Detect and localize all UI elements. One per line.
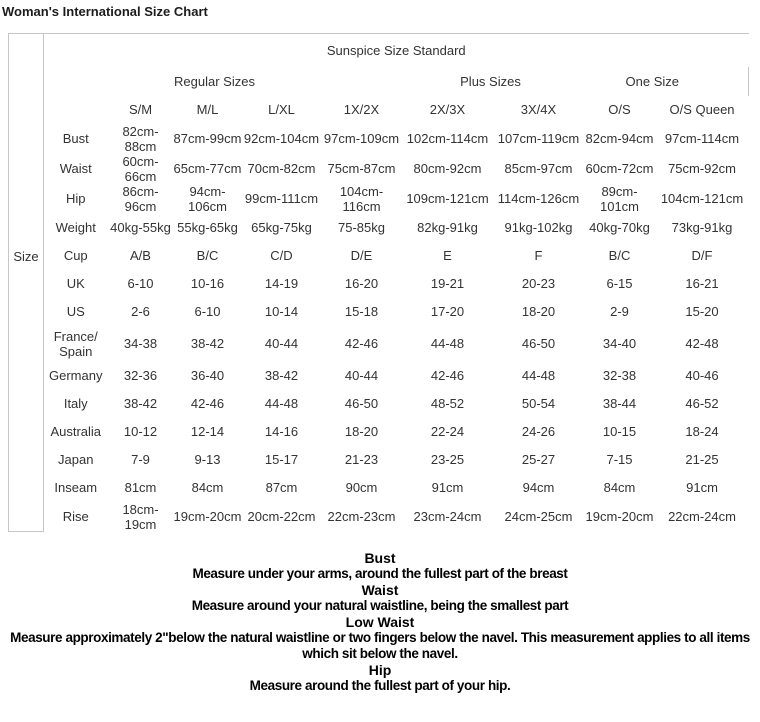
size-value-cell: 75cm-87cm: [327, 161, 396, 176]
size-value-cell: 18-24: [685, 424, 719, 439]
size-value-cell: 114cm-126cm: [497, 191, 580, 206]
measure-heading: Bust: [364, 550, 396, 566]
table-row: [9, 326, 749, 362]
size-value-cell: 82kg-91kg: [417, 220, 478, 235]
size-value-cell: F: [534, 248, 543, 263]
size-value-cell: 34-38: [123, 336, 158, 351]
size-value-cell: 42-48: [685, 336, 719, 351]
size-value-cell: 46-50: [344, 396, 379, 411]
size-value-cell: 104cm-121cm: [660, 191, 744, 206]
table-row: [9, 502, 749, 532]
size-value-cell: B/C: [608, 248, 631, 263]
size-value-cell: 18-20: [521, 304, 556, 319]
group-one-size: One Size: [584, 67, 749, 96]
table-row: [9, 446, 749, 474]
size-value-cell: 38-42: [264, 368, 299, 383]
size-value-cell: 44-48: [521, 368, 556, 383]
size-value-cell: 19cm-20cm: [585, 509, 654, 524]
table-row: [9, 242, 749, 270]
size-value-cell: 32-36: [123, 368, 158, 383]
size-value-cell: 84cm: [603, 480, 636, 495]
size-value-cell: 89cm-101cm: [599, 183, 640, 214]
standard-header-cell: Sunspice Size Standard: [326, 42, 466, 58]
size-value-cell: 7-9: [131, 452, 150, 467]
size-value-cell: 40kg-55kg: [110, 220, 171, 235]
size-value-cell: 36-40: [190, 368, 225, 383]
size-value-cell: 24cm-25cm: [504, 509, 573, 524]
size-value-cell: 19cm-20cm: [173, 509, 242, 524]
size-value-cell: 90cm: [345, 480, 378, 495]
size-chart-table: [8, 33, 749, 532]
column-header: S/M: [128, 102, 153, 117]
size-value-cell: 97cm-114cm: [664, 131, 740, 146]
size-value-cell: 87cm-99cm: [173, 131, 242, 146]
table-row: [9, 124, 749, 154]
size-value-cell: 40kg-70kg: [589, 220, 650, 235]
row-label-cell: Japan: [58, 452, 94, 467]
size-value-cell: A/B: [130, 248, 151, 263]
size-value-cell: 20-23: [521, 276, 556, 291]
size-value-cell: 48-52: [430, 396, 465, 411]
size-value-cell: 6-10: [194, 304, 221, 319]
size-value-cell: 6-15: [606, 276, 633, 291]
size-value-cell: 42-46: [430, 368, 465, 383]
row-label-cell: Weight: [55, 220, 96, 235]
size-value-cell: D/E: [350, 248, 373, 263]
size-value-cell: 19-21: [430, 276, 465, 291]
table-row: [9, 184, 749, 214]
size-value-cell: 15-18: [344, 304, 379, 319]
measure-description-line: Measure approximately 2"below the natural waistline or two fingers below the navel. This measurement applies to all items: [10, 630, 750, 645]
size-value-cell: 16-20: [344, 276, 379, 291]
row-label-cell: Cup: [63, 248, 88, 263]
size-value-cell: B/C: [196, 248, 219, 263]
size-value-cell: 94cm-106cm: [187, 183, 228, 214]
row-label-cell: Rise: [62, 509, 89, 524]
size-value-cell: 14-19: [264, 276, 299, 291]
size-value-cell: 91cm: [686, 480, 718, 495]
size-value-cell: 73kg-91kg: [671, 220, 733, 235]
row-label-cell: Waist: [59, 161, 92, 176]
size-value-cell: 38-42: [190, 336, 225, 351]
row-label-cell: Hip: [65, 191, 86, 206]
size-value-cell: 92cm-104cm: [243, 131, 320, 146]
size-value-cell: 15-20: [685, 304, 719, 319]
size-value-cell: 20cm-22cm: [247, 509, 316, 524]
table-row: [9, 362, 749, 390]
size-value-cell: 10-16: [190, 276, 225, 291]
group-regular-sizes: Regular Sizes: [174, 73, 255, 89]
colhead-spacer-cell: [44, 96, 108, 124]
size-value-cell: 15-17: [264, 452, 299, 467]
table-row: [9, 418, 749, 446]
size-value-cell: 22cm-23cm: [327, 509, 396, 524]
size-value-cell: 44-48: [264, 396, 299, 411]
size-value-cell: 40-44: [344, 368, 379, 383]
size-value-cell: 44-48: [430, 336, 465, 351]
table-row: [9, 270, 749, 298]
size-value-cell: 38-42: [123, 396, 158, 411]
size-value-cell: 38-44: [602, 396, 637, 411]
table-row: [9, 390, 749, 418]
size-value-cell: 60cm-72cm: [585, 161, 654, 176]
size-value-cell: 2-6: [131, 304, 150, 319]
size-value-cell: 22cm-24cm: [668, 509, 736, 524]
size-value-cell: 17-20: [430, 304, 465, 319]
row-label-cell: Inseam: [54, 480, 98, 495]
size-value-cell: 18cm-19cm: [122, 501, 159, 532]
size-value-cell: 70cm-82cm: [247, 161, 316, 176]
size-value-cell: 82cm-88cm: [122, 123, 159, 154]
size-value-cell: 91kg-102kg: [504, 220, 573, 235]
size-value-cell: 65cm-77cm: [173, 161, 242, 176]
size-value-cell: 21-23: [344, 452, 379, 467]
size-value-cell: 102cm-114cm: [406, 131, 489, 146]
size-value-cell: 9-13: [194, 452, 221, 467]
size-value-cell: 50-54: [521, 396, 556, 411]
size-value-cell: 46-50: [521, 336, 556, 351]
size-value-cell: D/F: [691, 248, 713, 263]
size-value-cell: 85cm-97cm: [504, 161, 573, 176]
size-value-cell: 32-38: [602, 368, 637, 383]
column-header: O/S Queen: [669, 102, 735, 117]
size-value-cell: 22-24: [430, 424, 465, 439]
size-value-cell: 91cm: [431, 480, 464, 495]
size-value-cell: 75-85kg: [338, 220, 385, 235]
table-row-standard: [9, 34, 749, 67]
size-value-cell: 40-46: [685, 368, 719, 383]
row-label-cell: US: [66, 304, 85, 319]
measure-guide: [0, 550, 760, 694]
size-value-cell: 84cm: [191, 480, 224, 495]
size-value-cell: 42-46: [190, 396, 225, 411]
size-value-cell: 75cm-92cm: [668, 161, 736, 176]
size-value-cell: 99cm-111cm: [244, 191, 319, 206]
column-header: O/S: [608, 102, 631, 117]
size-value-cell: 24-26: [521, 424, 556, 439]
size-value-cell: 82cm-94cm: [585, 131, 654, 146]
size-value-cell: 21-25: [685, 452, 719, 467]
size-value-cell: 81cm: [124, 480, 157, 495]
size-value-cell: 87cm: [265, 480, 298, 495]
size-value-cell: 6-10: [127, 276, 154, 291]
table-row-column-headers: [9, 96, 749, 124]
size-value-cell: E: [443, 248, 452, 263]
size-value-cell: 40-44: [264, 336, 299, 351]
table-row: [9, 298, 749, 326]
row-label-cell: Australia: [50, 424, 102, 439]
table-row: [9, 214, 749, 242]
row-label-cell: Bust: [62, 131, 89, 146]
row-label-cell: Italy: [63, 396, 88, 411]
row-label-cell: UK: [66, 276, 85, 291]
page-title: Woman's International Size Chart: [2, 4, 208, 19]
group-spacer-cell: [44, 67, 108, 96]
measure-description-line: Measure under your arms, around the fullest part of the breast: [192, 566, 568, 581]
row-label-cell: Germany: [49, 368, 103, 383]
size-value-cell: 34-40: [602, 336, 637, 351]
measure-description-line: which sit below the navel.: [302, 646, 458, 661]
table-row: [9, 474, 749, 502]
measure-description-line: Measure around the fullest part of your hip.: [249, 678, 511, 693]
size-value-cell: 94cm: [522, 480, 555, 495]
size-gutter-label: Size: [9, 34, 44, 532]
column-header: M/L: [196, 102, 219, 117]
size-value-cell: 14-16: [264, 424, 299, 439]
size-value-cell: 46-52: [685, 396, 719, 411]
column-header: 1X/2X: [343, 102, 380, 117]
size-value-cell: 97cm-109cm: [323, 131, 400, 146]
row-label-cell: France/ Spain: [53, 328, 98, 359]
size-value-cell: 18-20: [344, 424, 379, 439]
size-value-cell: 10-12: [123, 424, 158, 439]
column-header: L/XL: [268, 102, 295, 117]
size-value-cell: 2-9: [610, 304, 629, 319]
size-value-cell: 10-14: [264, 304, 299, 319]
size-value-cell: 25-27: [521, 452, 556, 467]
measure-heading: Hip: [368, 662, 392, 678]
size-value-cell: 65kg-75kg: [251, 220, 312, 235]
size-value-cell: 12-14: [190, 424, 225, 439]
size-value-cell: 80cm-92cm: [413, 161, 482, 176]
size-value-cell: 60cm-66cm: [122, 153, 159, 184]
group-plus-sizes: Plus Sizes: [460, 73, 521, 89]
size-value-cell: 10-15: [602, 424, 637, 439]
size-value-cell: 23-25: [430, 452, 465, 467]
measure-heading: Waist: [361, 582, 399, 598]
size-value-cell: 107cm-119cm: [497, 131, 580, 146]
size-value-cell: 42-46: [344, 336, 379, 351]
table-row-groups: [9, 67, 749, 96]
measure-heading: Low Waist: [345, 614, 415, 630]
size-value-cell: 86cm-96cm: [122, 183, 159, 214]
size-value-cell: 23cm-24cm: [413, 509, 482, 524]
size-value-cell: 7-15: [606, 452, 633, 467]
size-value-cell: 16-21: [685, 276, 719, 291]
size-value-cell: C/D: [270, 248, 293, 263]
column-header: 2X/3X: [429, 102, 466, 117]
column-header: 3X/4X: [520, 102, 557, 117]
measure-description-line: Measure around your natural waistline, being the smallest part: [191, 598, 569, 613]
size-value-cell: 109cm-121cm: [406, 191, 489, 206]
size-value-cell: 55kg-65kg: [177, 220, 238, 235]
size-value-cell: 104cm-116cm: [339, 183, 384, 214]
table-row: [9, 154, 749, 184]
